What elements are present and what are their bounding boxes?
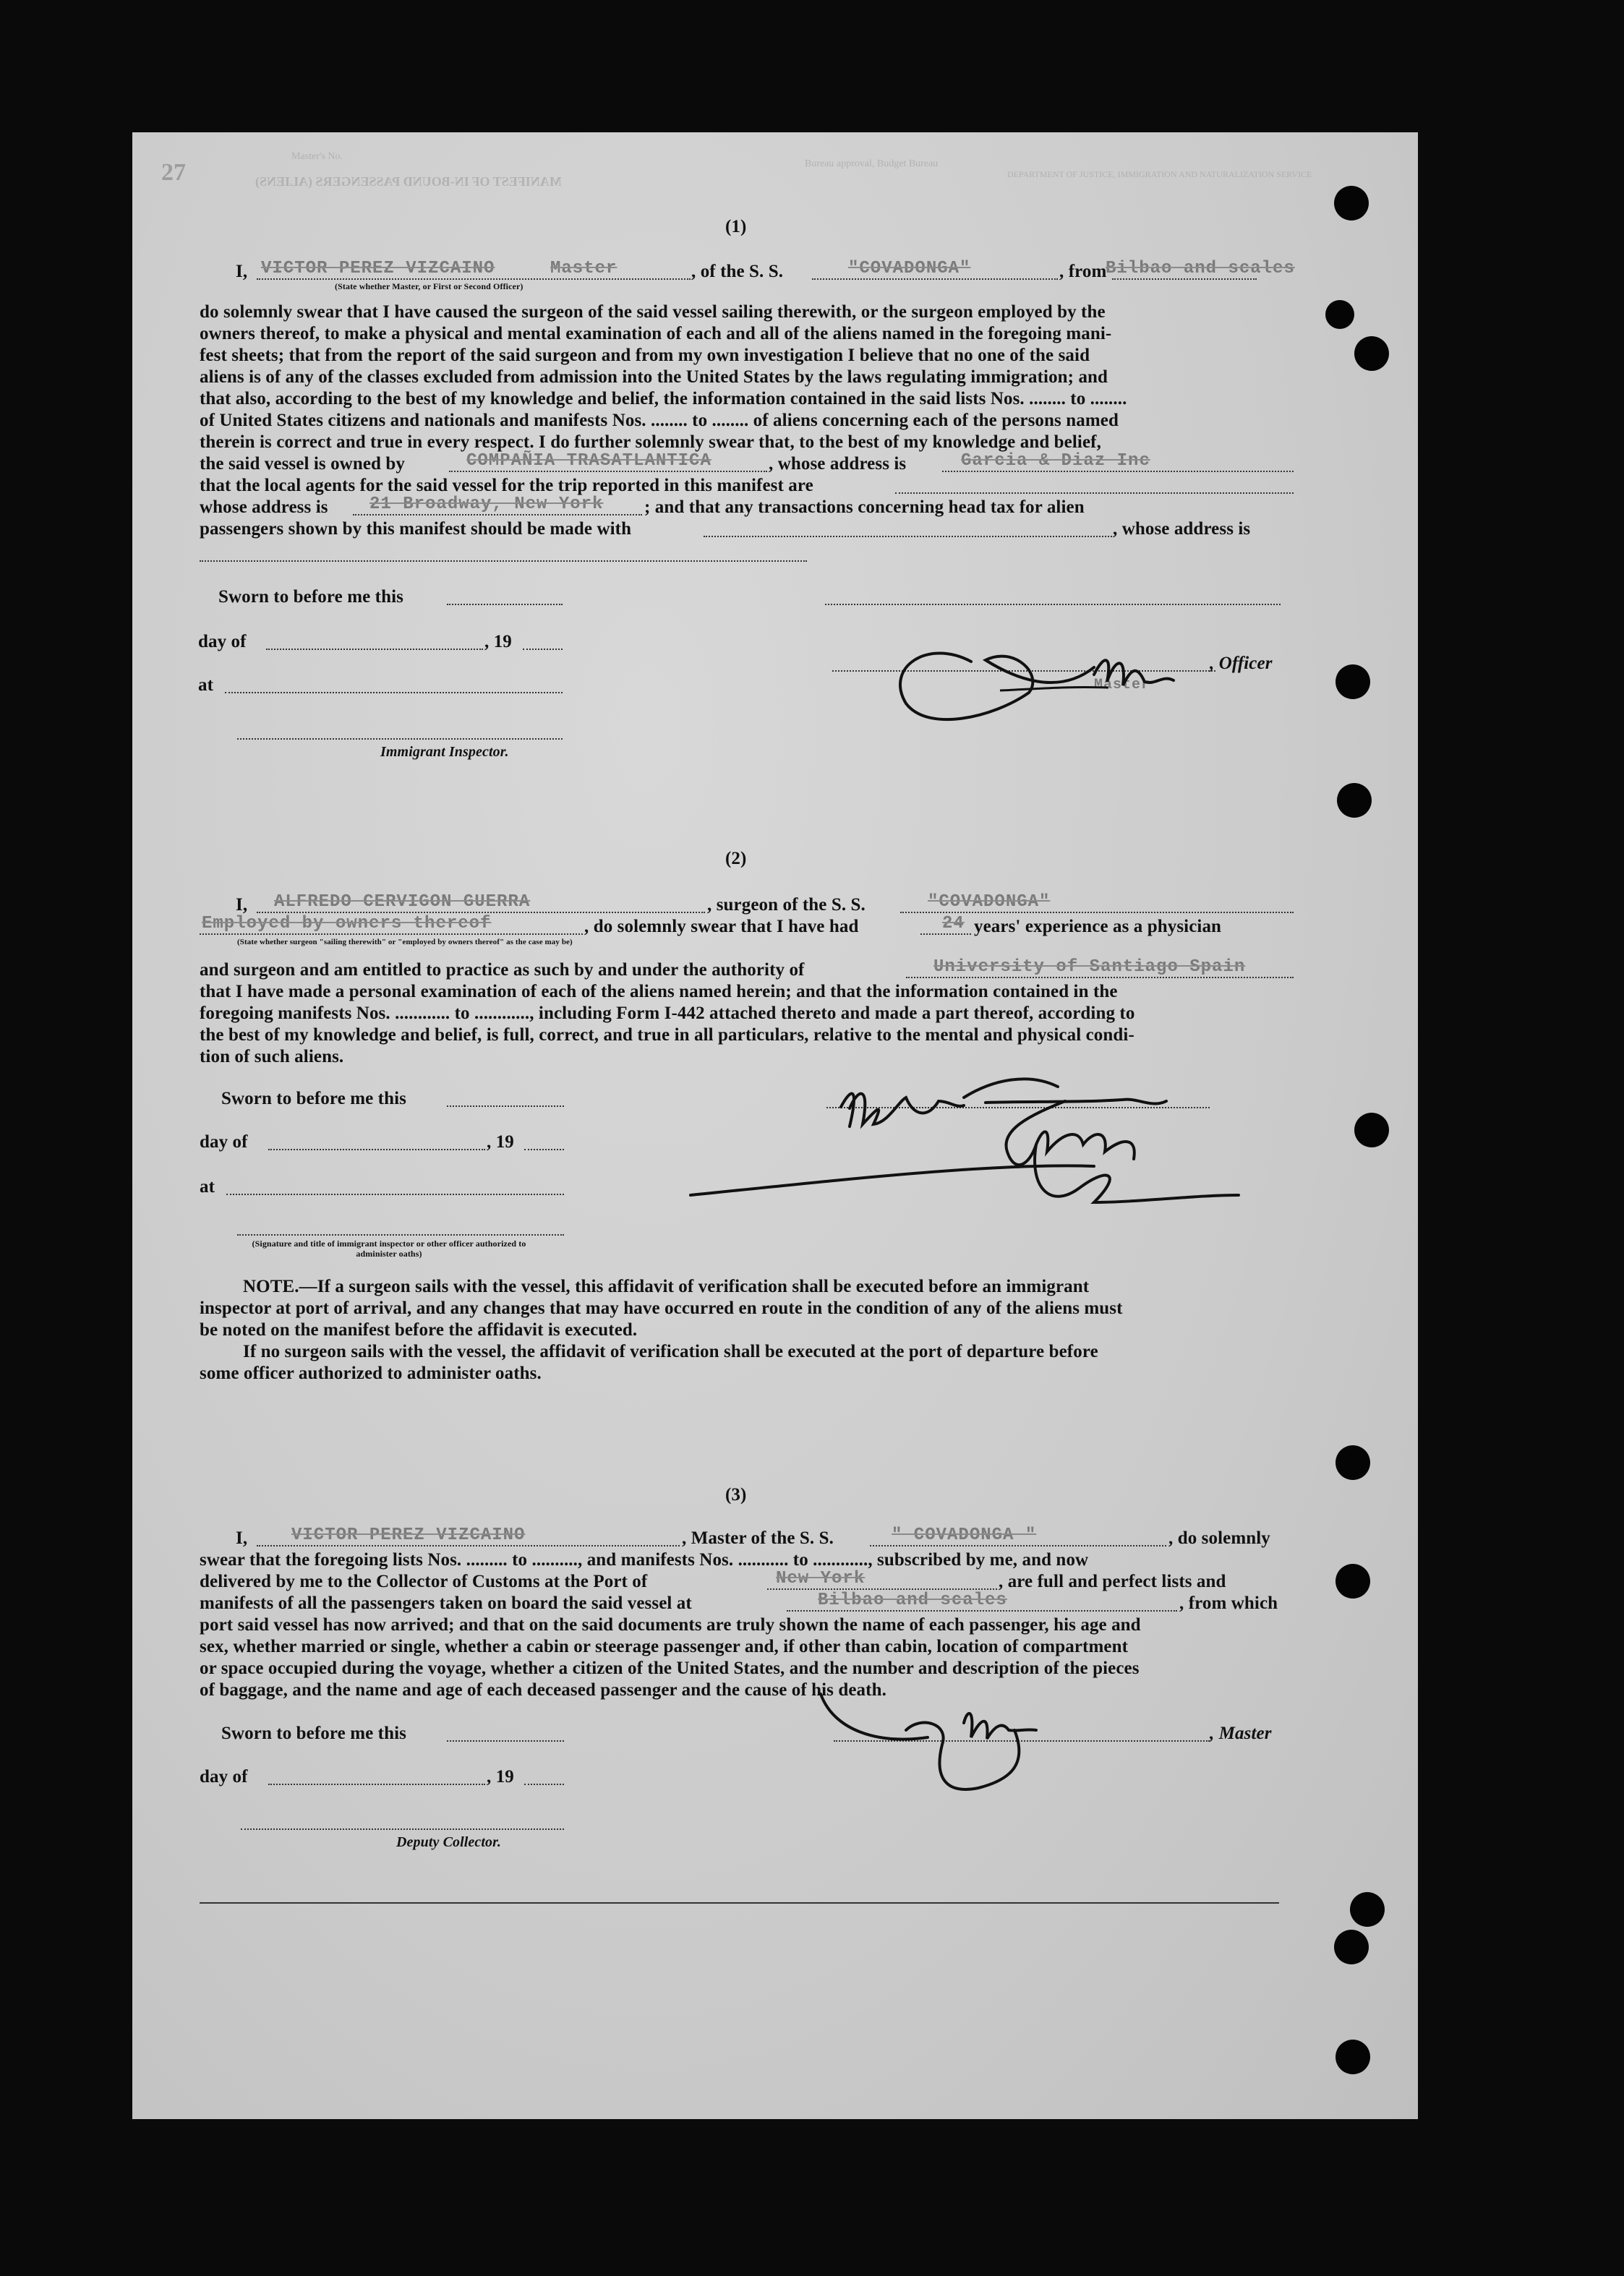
surgeon-of-label: , surgeon of the S. S. <box>707 895 866 915</box>
punch-hole <box>1337 783 1372 818</box>
master-signature-2 <box>819 1687 1080 1795</box>
s3-body-0: port said vessel has now arrived; and that on the said documents are truly shown the name of each passenger, his age and <box>200 1615 1141 1635</box>
ghost-mid: Bureau approval, Budget Bureau <box>805 158 939 169</box>
section2-i: I, <box>236 895 248 915</box>
s3-body-1: sex, whether married or single, whether a cabin or steerage passenger and, if other than cabin, location of compartment <box>200 1637 1129 1656</box>
punch-hole <box>1325 300 1354 329</box>
owner-address: Garcia & Diaz Inc <box>961 451 1150 471</box>
s2-at-line <box>226 1194 564 1195</box>
agents-label: that the local agents for the said vessel for the trip reported in this manifest are <box>200 476 813 495</box>
experience-label: years' experience as a physician <box>974 917 1222 936</box>
s3-line4-label: manifests of all the passengers taken on board the said vessel at <box>200 1593 692 1613</box>
s3-line2: swear that the foregoing lists Nos. ......... to .........., and manifests Nos. ........... to ............, subscribed by me, and now <box>200 1550 1089 1570</box>
note-line-0 <box>243 1276 1089 1298</box>
s2-at: at <box>200 1177 215 1197</box>
note2-line-1: some officer authorized to administer oaths. <box>200 1364 542 1383</box>
s3-sworn-line <box>447 1740 564 1742</box>
s3-master-name: VICTOR PEREZ VIZCAINO <box>291 1526 526 1545</box>
s3-departure-port: Bilbao and scales <box>818 1591 1007 1610</box>
punch-hole <box>1335 2040 1370 2074</box>
s1-day-line <box>266 649 483 650</box>
section1-i: I, <box>236 262 248 281</box>
s2-day-line <box>268 1149 485 1150</box>
agent-address: 21 Broadway, New York <box>369 495 604 514</box>
s1-officer-line-top <box>825 604 1281 605</box>
s1-day-of: day of <box>198 632 247 651</box>
s1-year-line <box>523 649 563 650</box>
ghost-right: DEPARTMENT OF JUSTICE, IMMIGRATION AND NATURALIZATION SERVICE <box>1007 169 1312 179</box>
s1-body-6: therein is correct and true in every respect. I do further solemnly swear that, to the best of my knowledge and belief, <box>200 432 1101 452</box>
surgeon-name: ALFREDO CERVIGON GUERRA <box>274 892 531 912</box>
note-line-1: inspector at port of arrival, and any changes that may have occurred en route in the condition of any of the aliens must <box>200 1299 1123 1318</box>
bottom-rule <box>200 1902 1279 1904</box>
s1-body-4: that also, according to the best of my knowledge and belief, the information contained in the said lists Nos. ........ to ........ <box>200 389 1127 408</box>
from-label: , from <box>1059 262 1107 281</box>
s3-day-of: day of <box>200 1767 248 1787</box>
punch-hole <box>1354 336 1389 371</box>
s1-inspector-line <box>237 738 563 740</box>
note-label: NOTE. <box>243 1277 299 1296</box>
s1-officer-label: , Officer <box>1210 654 1273 673</box>
s1-sworn-line <box>447 604 563 605</box>
passengers-label: passengers shown by this manifest should be made with <box>200 519 632 539</box>
passengers-address-label: , whose address is <box>1113 519 1251 539</box>
master-signature-1 <box>877 624 1202 740</box>
s2-officer-line <box>237 1234 564 1236</box>
s3-master-label: , Master <box>1210 1724 1272 1743</box>
s1-body-3: aliens is of any of the classes excluded from admission into the United States by the laws regulating immigration; and <box>200 367 1108 387</box>
s1-at: at <box>198 675 214 695</box>
manifest-page <box>132 132 1418 2119</box>
solemnly-label: , do solemnly <box>1168 1528 1270 1548</box>
years-value: 24 <box>942 914 965 933</box>
s2-body-0: that I have made a personal examination of each of the aliens named herein; and that the information contained in the <box>200 982 1118 1001</box>
owner-name: COMPAÑIA TRASATLANTICA <box>466 451 711 471</box>
whose-address-label: , whose address is <box>769 454 907 474</box>
s3-line4-end: , from which <box>1179 1593 1278 1613</box>
s3-body-3: of baggage, and the name and age of each deceased passenger and the cause of his death. <box>200 1680 886 1700</box>
s1-body-2: fest sheets; that from the report of the said surgeon and from my own investigation I believe that no one of the said <box>200 346 1090 365</box>
s2-sig-caption: (Signature and title of immigrant inspector or other officer authorized to administer oaths) <box>252 1238 526 1259</box>
s3-sworn: Sworn to before me this <box>221 1724 406 1743</box>
head-tax-label: ; and that any transactions concerning head tax for alien <box>644 497 1085 517</box>
s2-sworn-line <box>447 1105 564 1107</box>
punch-hole <box>1335 1445 1370 1480</box>
punch-hole <box>1334 1930 1369 1964</box>
s2-day-of: day of <box>200 1132 248 1152</box>
s2-body-1: foregoing manifests Nos. ............ to ............, including Form I-442 attached thereto and made a part thereof, according to <box>200 1004 1135 1023</box>
authority-label: and surgeon and am entitled to practice as such by and under the authority of <box>200 960 805 980</box>
s2-body-2: the best of my knowledge and belief, is full, correct, and true in all particulars, relative to the mental and physical condi- <box>200 1025 1134 1045</box>
head-tax-line <box>704 536 1112 537</box>
s3-nineteen: , 19 <box>487 1767 514 1787</box>
collector-label: Deputy Collector. <box>396 1834 502 1850</box>
s2-sworn: Sworn to before me this <box>221 1089 406 1108</box>
s1-at-line <box>225 692 563 693</box>
ghost-title: MANIFEST OF IN-BOUND PASSENGERS (ALIENS) <box>255 174 562 189</box>
swear-label: , do solemnly swear that I have had <box>584 917 859 936</box>
s1-master-stamp: Master <box>1094 677 1151 693</box>
employed-caption: (State whether surgeon "sailing therewith" or "employed by owners thereof" as the case may be) <box>237 938 573 946</box>
punch-hole <box>1334 186 1369 221</box>
punch-hole <box>1350 1892 1385 1927</box>
s3-year-line <box>524 1784 564 1785</box>
s1-sworn: Sworn to before me this <box>218 587 403 607</box>
s3-line3-end: , are full and perfect lists and <box>999 1572 1226 1591</box>
note-text-0: —If a surgeon sails with the vessel, this affidavit of verification shall be executed before an immigrant <box>299 1277 1090 1296</box>
owned-label: the said vessel is owned by <box>200 454 405 474</box>
s1-inspector-label: Immigrant Inspector. <box>380 744 509 760</box>
university: University of Santiago Spain <box>933 957 1246 977</box>
vessel-name: "COVADONGA" <box>848 259 971 278</box>
s2-vessel: "COVADONGA" <box>928 892 1051 912</box>
note-line-2: be noted on the manifest before the affidavit is executed. <box>200 1320 638 1340</box>
employed-status: Employed by owners thereof <box>202 914 492 933</box>
section1-number: (1) <box>725 217 747 236</box>
s2-body-3: tion of such aliens. <box>200 1047 344 1066</box>
s1-nineteen: , 19 <box>484 632 512 651</box>
master-rank: Master <box>550 259 617 278</box>
master-name: VICTOR PEREZ VIZCAINO <box>261 259 495 278</box>
note2-line-0: If no surgeon sails with the vessel, the affidavit of verification shall be executed at the port of departure before <box>243 1342 1098 1361</box>
s3-body-2: or space occupied during the voyage, whether a citizen of the United States, and the number and description of the pieces <box>200 1659 1140 1678</box>
s1-body-5: of United States citizens and nationals and manifests Nos. ........ to ........ of aliens concerning each of the persons named <box>200 411 1119 430</box>
stamp-number: 27 <box>161 159 186 186</box>
collector-line <box>241 1828 564 1830</box>
agent-address-label: whose address is <box>200 497 328 517</box>
punch-hole <box>1335 1564 1370 1599</box>
section3-i: I, <box>236 1528 248 1548</box>
s2-nineteen: , 19 <box>487 1132 514 1152</box>
address-line <box>200 560 807 562</box>
agents-line <box>895 492 1294 494</box>
section3-number: (3) <box>725 1485 747 1505</box>
s1-body-0: do solemnly swear that I have caused the surgeon of the said vessel sailing therewith, or the surgeon employed by the <box>200 302 1106 322</box>
s1-body-1: owners thereof, to make a physical and mental examination of each and all of the aliens named in the foregoing mani- <box>200 324 1112 343</box>
arrival-port: New York <box>776 1569 866 1588</box>
ghost-left: Master's No. <box>291 151 343 162</box>
section2-number: (2) <box>725 849 747 868</box>
punch-hole <box>1335 664 1370 699</box>
s3-vessel: " COVADONGA " <box>892 1526 1037 1545</box>
of-ss-label: , of the S. S. <box>691 262 784 281</box>
s2-year-line <box>524 1149 564 1150</box>
rank-caption: (State whether Master, or First or Second Officer) <box>335 281 523 291</box>
departure-port: Bilbao and scales <box>1106 259 1295 278</box>
s3-day-line <box>268 1784 485 1785</box>
surgeon-signature <box>689 1058 1369 1224</box>
s3-line3-label: delivered by me to the Collector of Customs at the Port of <box>200 1572 648 1591</box>
master-of-label: , Master of the S. S. <box>682 1528 834 1548</box>
